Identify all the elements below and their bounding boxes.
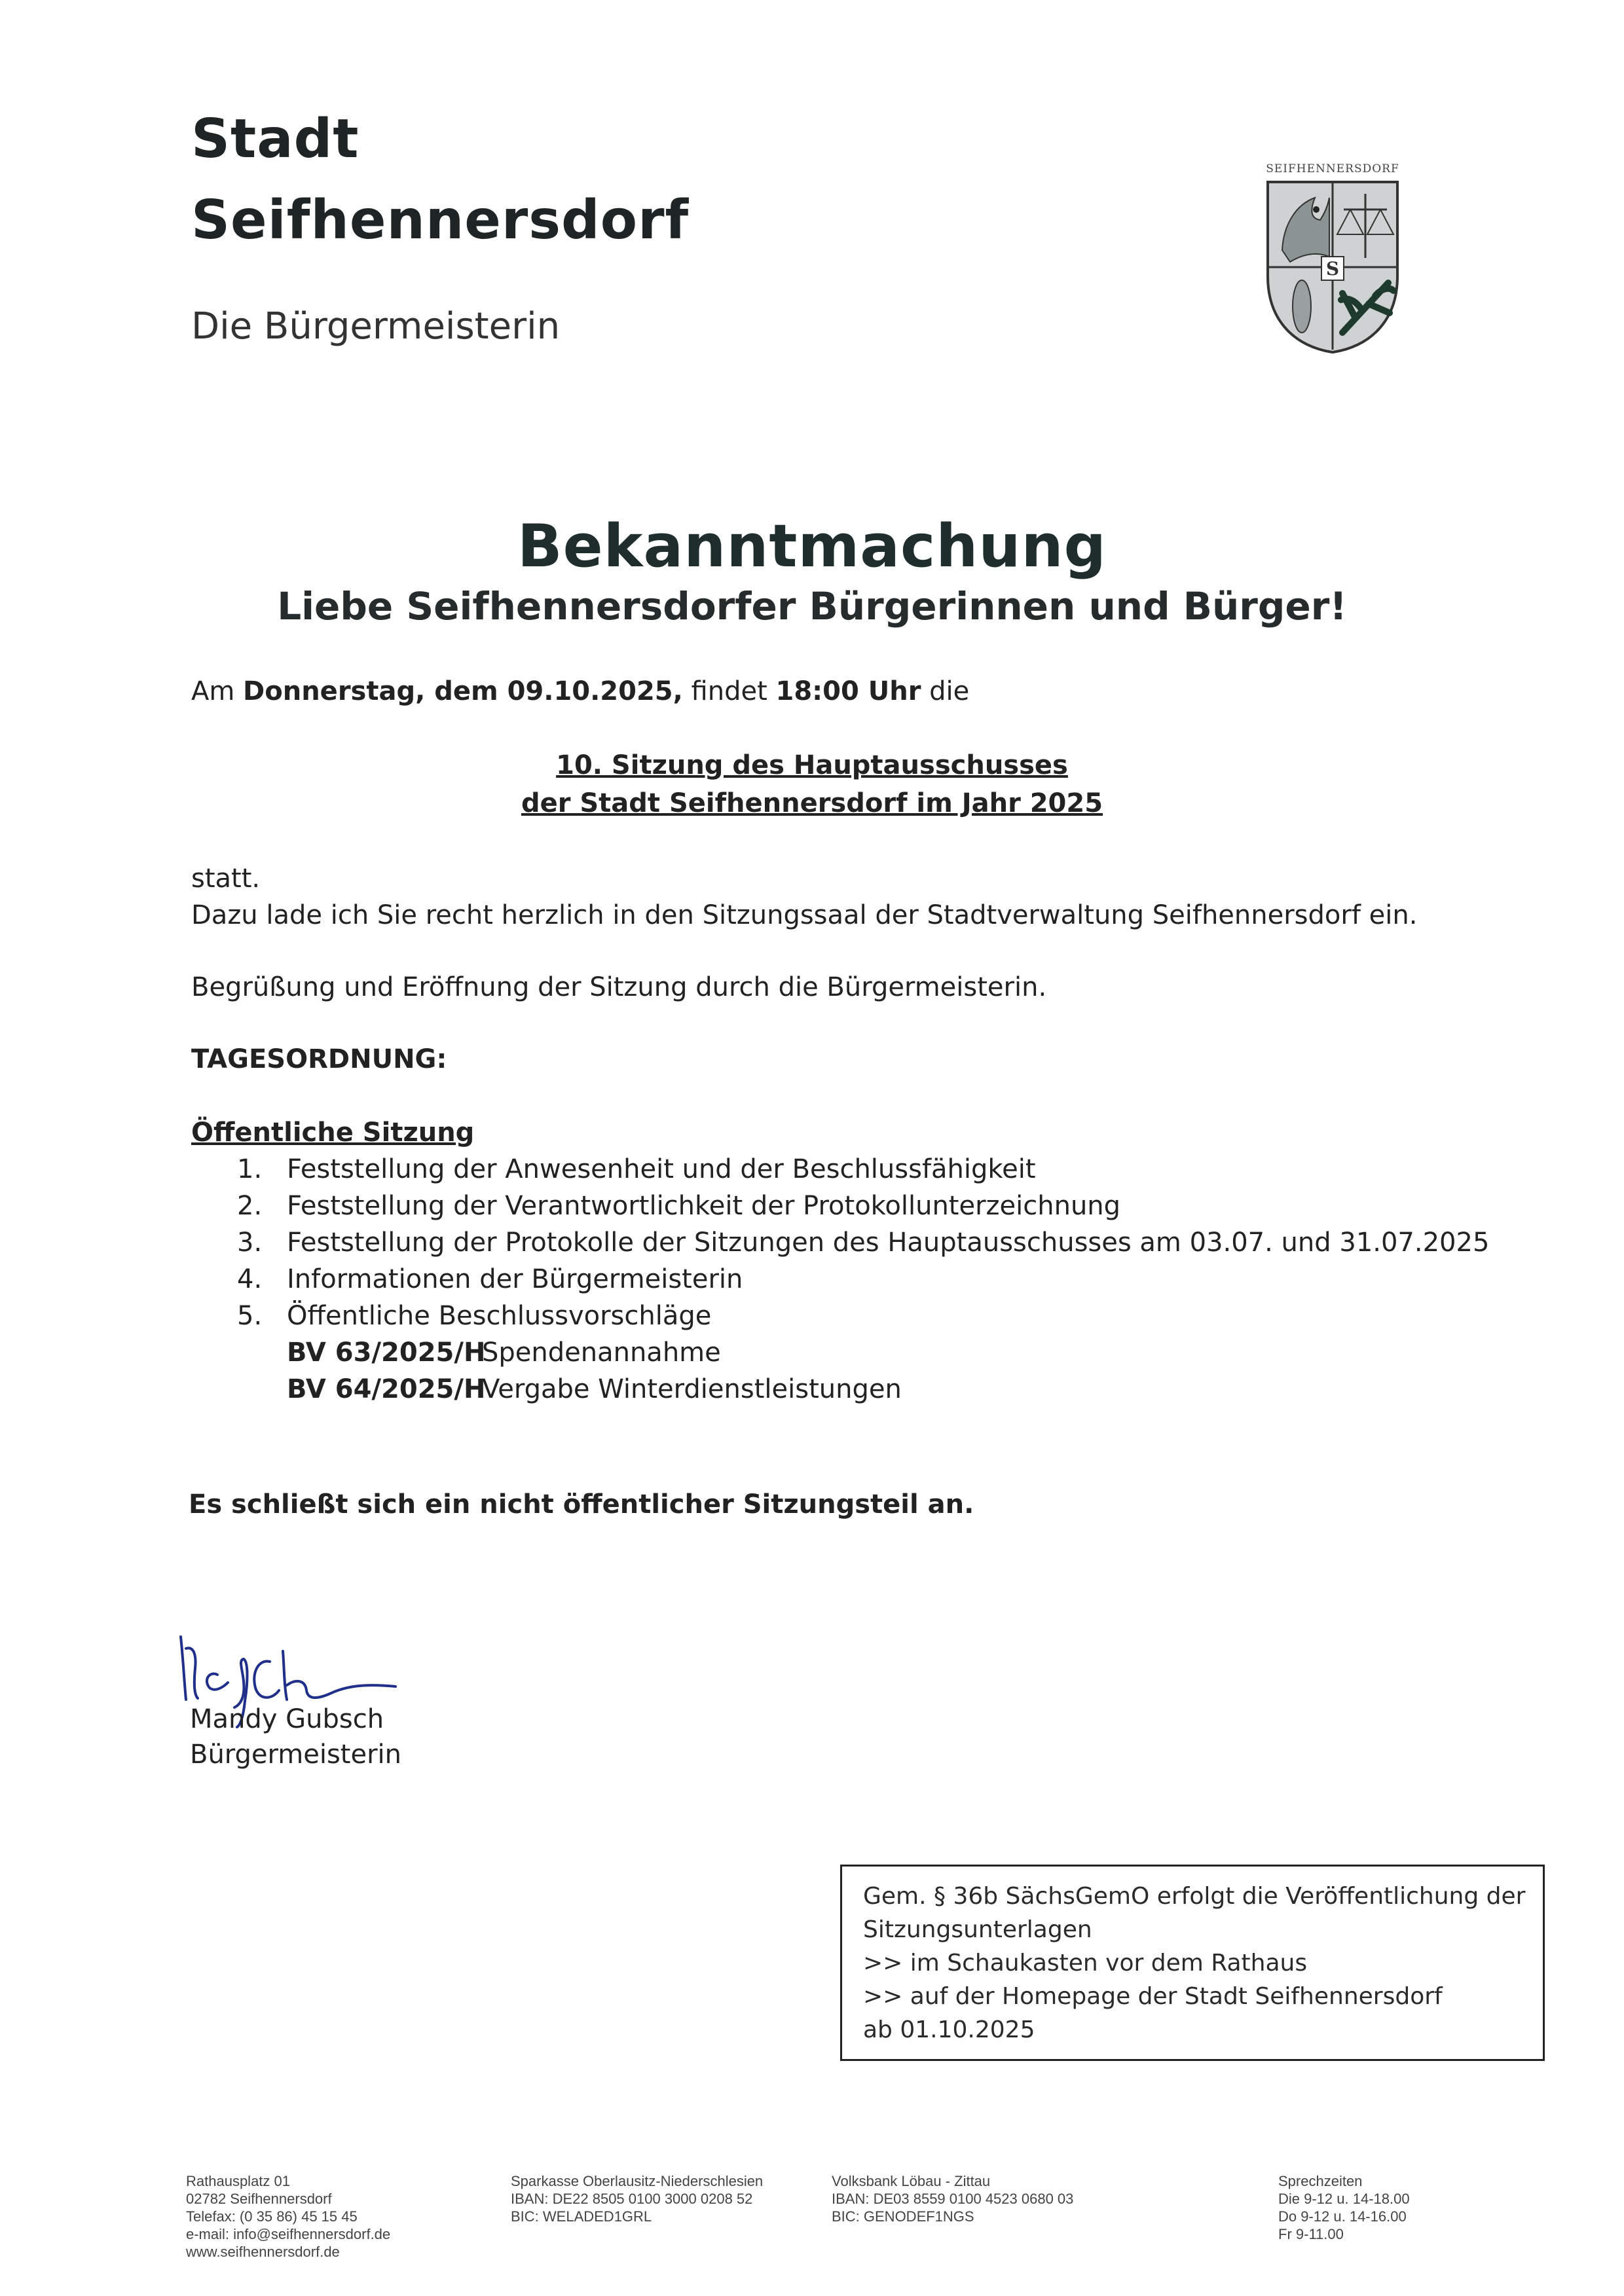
agenda-item-number: 4. xyxy=(237,1264,263,1294)
signer-role: Bürgermeisterin xyxy=(190,1740,402,1770)
agenda-item-text: Informationen der Bürgermeisterin xyxy=(287,1264,743,1294)
footer-bank-volksbank xyxy=(832,2172,1073,2225)
crest-label: SEIFHENNERSDORF xyxy=(1266,162,1399,175)
footer-line: Do 9-12 u. 14-16.00 xyxy=(1278,2208,1407,2225)
footer-line: Volksbank Löbau - Zittau xyxy=(832,2173,991,2189)
signer-name: Mandy Gubsch xyxy=(190,1704,384,1734)
crest-letter: S xyxy=(1325,258,1340,280)
footer-line: Telefax: (0 35 86) 45 15 45 xyxy=(186,2208,358,2225)
footer-bank-sparkasse xyxy=(511,2172,763,2225)
footer-website-link[interactable]: www.seifhennersdorf.de xyxy=(186,2244,340,2260)
publication-line: >> im Schaukasten vor dem Rathaus xyxy=(863,1950,1308,1977)
footer-line: IBAN: DE03 8559 0100 4523 0680 03 xyxy=(832,2191,1074,2207)
agenda-heading: TAGESORDNUNG: xyxy=(191,1044,447,1074)
publication-notice-box xyxy=(840,1865,1545,2061)
greeting: Liebe Seifhennersdorfer Bürgerinnen und Bürger! xyxy=(277,584,1347,629)
footer-line: BIC: GENODEF1NGS xyxy=(832,2208,974,2225)
footer-email[interactable]: e-mail: info@seifhennersdorf.de xyxy=(186,2226,391,2242)
agenda-item-number: 3. xyxy=(237,1228,263,1258)
publication-line: Sitzungsunterlagen xyxy=(863,1916,1092,1943)
meeting-time: 18:00 Uhr xyxy=(775,676,921,706)
intro-line xyxy=(191,676,969,707)
footer-line: Fr 9-11.00 xyxy=(1278,2226,1344,2242)
agenda-item-text: Feststellung der Protokolle der Sitzungen des Hauptausschusses am 03.07. und 31.07.2025 xyxy=(287,1228,1490,1258)
invitation-text: Dazu lade ich Sie recht herzlich in den Sitzungssaal der Stadtverwaltung Seifhennersdorf ein. xyxy=(191,900,1418,930)
footer-line: BIC: WELADED1GRL xyxy=(511,2208,652,2225)
footer-line: 02782 Seifhennersdorf xyxy=(186,2191,332,2207)
agenda-item-number: 5. xyxy=(237,1301,263,1331)
proposal-code: BV 64/2025/H xyxy=(287,1374,486,1404)
opening-text: Begrüßung und Eröffnung der Sitzung durch die Bürgermeisterin. xyxy=(191,972,1047,1002)
proposal-text: Spendenannahme xyxy=(482,1338,721,1368)
org-subtitle: Die Bürgermeisterin xyxy=(191,305,561,348)
org-name-line1: Stadt xyxy=(191,108,360,170)
public-session-heading: Öffentliche Sitzung xyxy=(191,1118,475,1148)
agenda-item-text: Feststellung der Verantwortlichkeit der Protokollunterzeichnung xyxy=(287,1191,1121,1221)
meeting-title-line1: 10. Sitzung des Hauptausschusses xyxy=(556,750,1068,780)
footer-line: Die 9-12 u. 14-18.00 xyxy=(1278,2191,1410,2207)
footer-line: Rathausplatz 01 xyxy=(186,2173,290,2189)
agenda-item-number: 2. xyxy=(237,1191,263,1221)
intro-part3: die xyxy=(921,676,970,706)
document-title: Bekanntmachung xyxy=(517,512,1107,581)
statt-text: statt. xyxy=(191,864,261,894)
agenda-item-text: Feststellung der Anwesenheit und der Beschlussfähigkeit xyxy=(287,1154,1036,1184)
crest-shield-icon xyxy=(1264,178,1401,355)
meeting-weekday: Donnerstag, dem 09.10.2025, xyxy=(243,676,683,706)
agenda-item-number: 1. xyxy=(237,1154,263,1184)
footer-address xyxy=(186,2172,390,2261)
intro-part1: Am xyxy=(191,676,244,706)
proposal-text: Vergabe Winterdienstleistungen xyxy=(482,1374,902,1404)
footer-line: Sprechzeiten xyxy=(1278,2173,1363,2189)
footer-office-hours xyxy=(1278,2172,1410,2243)
intro-part2: findet xyxy=(682,676,776,706)
publication-line: >> auf der Homepage der Stadt Seifhennersdorf xyxy=(863,1983,1443,2010)
coat-of-arms-icon xyxy=(1257,162,1408,359)
meeting-title-line2: der Stadt Seifhennersdorf im Jahr 2025 xyxy=(521,788,1103,818)
publication-line: Gem. § 36b SächsGemO erfolgt die Veröffentlichung der xyxy=(863,1883,1526,1910)
agenda-item-text: Öffentliche Beschlussvorschläge xyxy=(287,1301,712,1331)
publication-line: ab 01.10.2025 xyxy=(863,2016,1035,2043)
org-name-line2: Seifhennersdorf xyxy=(191,189,690,251)
proposal-code: BV 63/2025/H xyxy=(287,1338,486,1368)
footer-line: IBAN: DE22 8505 0100 3000 0208 52 xyxy=(511,2191,753,2207)
footer-line: Sparkasse Oberlausitz-Niederschlesien xyxy=(511,2173,764,2189)
closing-text: Es schließt sich ein nicht öffentlicher Sitzungsteil an. xyxy=(189,1489,974,1520)
